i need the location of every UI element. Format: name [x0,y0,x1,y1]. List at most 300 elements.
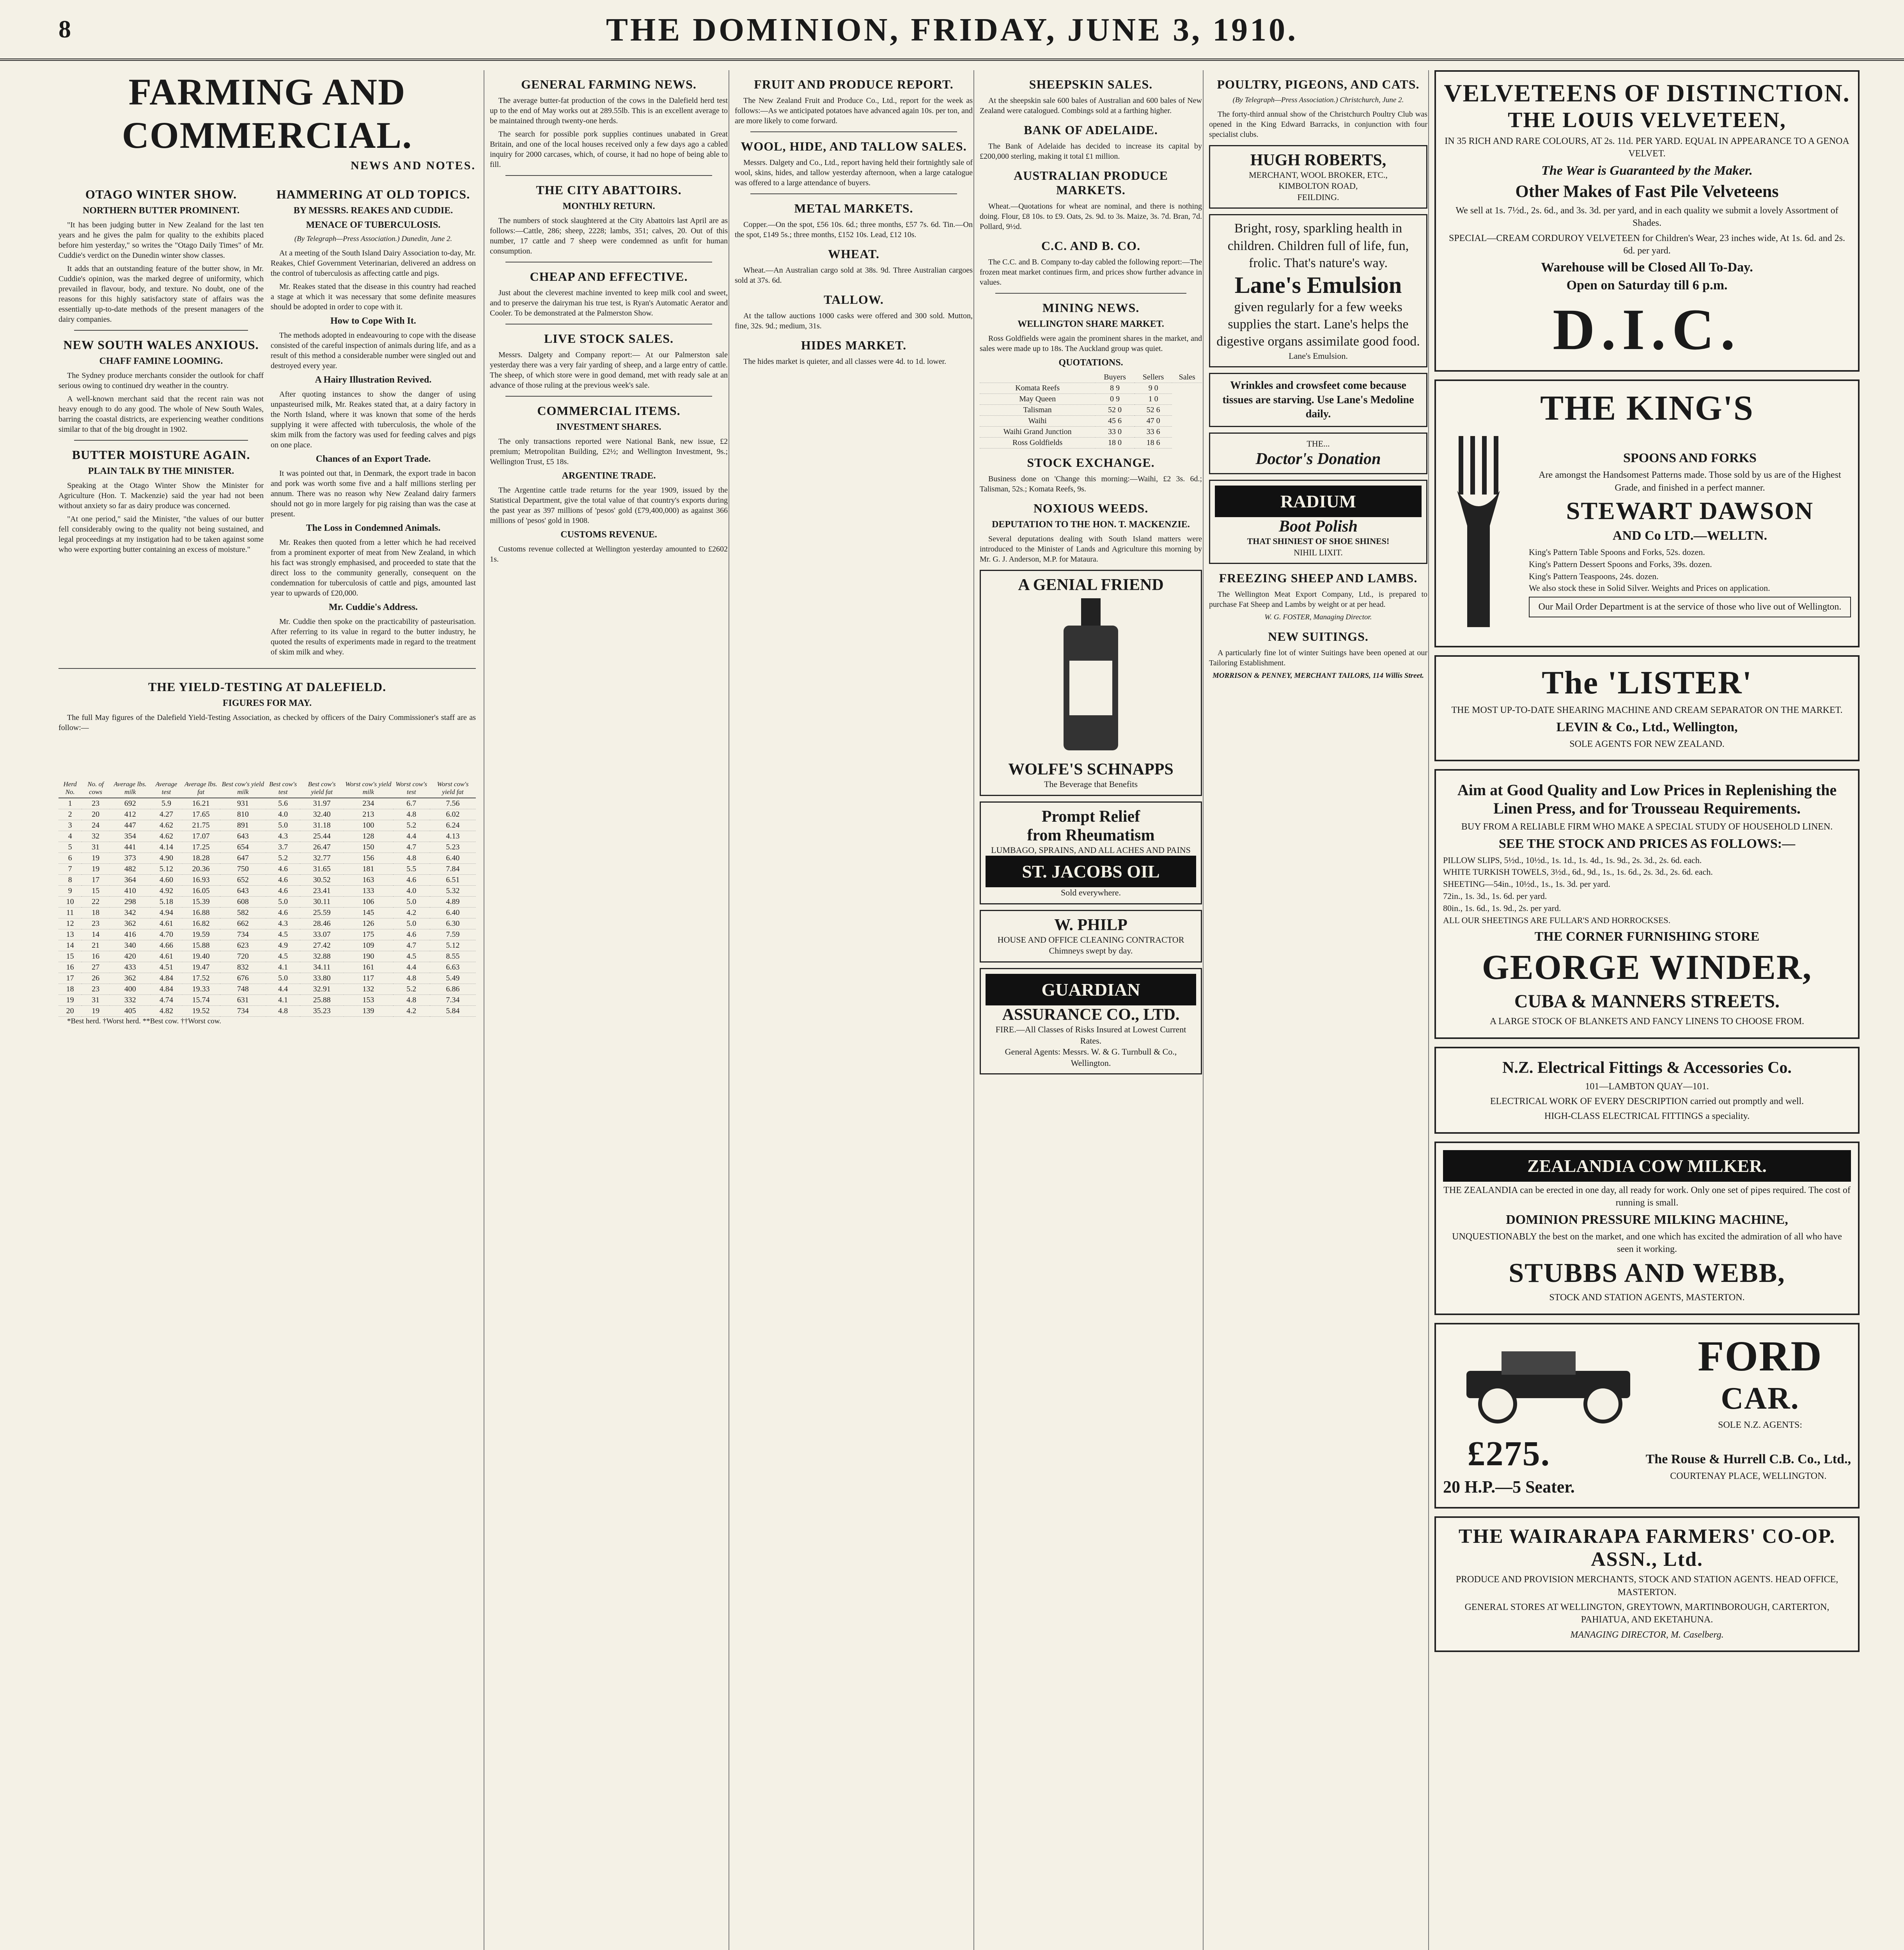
table-cell: 5.0 [393,918,430,929]
table-cell: 133 [344,885,393,896]
table-cell: 18 [59,984,82,994]
table-cell: 631 [220,994,266,1005]
table-row [59,842,476,853]
ford-agents: SOLE N.Z. AGENTS: [1718,1420,1802,1430]
tallow-para: At the tallow auctions 1000 casks were offered and 300 sold. Mutton, fine, 32s. 9d.; medium, 31s. [735,312,973,330]
table-cell: 15.88 [182,940,220,951]
table-cell: 354 [110,831,151,842]
yield-header-row [59,736,476,798]
morrison-sign: MORRISON & PENNEY, MERCHANT TAILORS, 114 Willis Street. [1213,671,1424,680]
table-cell: 139 [344,1005,393,1016]
stewart-dawson: STEWART DAWSON [1566,496,1814,525]
wheat-para: Wheat.—An Australian cargo sold at 38s. 9d. Three Australian cargoes sold at 37s. 6d. [735,266,973,285]
cheap-heading: CHEAP AND EFFECTIVE. [530,269,688,284]
sheepskin-para: At the sheepskin sale 600 bales of Australian and 600 bales of New Zealand were catalogued. Combings sold at a farthing higher. [980,96,1202,115]
dominion-milker-body: UNQUESTIONABLY the best on the market, and one which has excited the admiration of all who have seen it working. [1452,1231,1842,1255]
table-cell: Waihi [980,416,1095,427]
table-cell: 7.34 [430,994,476,1005]
table-cell: 4.94 [151,907,182,918]
ford-headline: FORD [1698,1332,1822,1380]
table-cell: 4.90 [151,853,182,863]
table-cell [980,372,1095,383]
section-title: FARMING AND COMMERCIAL. [122,71,413,156]
yield-column-header: Worst cow's yield fat [430,736,476,798]
livestock-para: Messrs. Dalgety and Company report:— At our Palmerston sale yesterday there was a very fair yarding of sheep, and a large entry of cattle. The sheep, of which store were in good demand, met with ready sale at an advance of those ruling at the previous week's sale. [490,351,728,390]
hugh-line2: MERCHANT, WOOL BROKER, ETC., [1249,170,1388,180]
table-cell: 24 [82,820,110,831]
table-cell: 23 [82,984,110,994]
table-cell: Ross Goldfields [980,438,1095,448]
table-cell: 4.70 [151,929,182,940]
livestock-heading: LIVE STOCK SALES. [544,332,674,346]
divider [750,131,957,132]
table-row [59,951,476,962]
lister-firm: LEVIN & Co., Ltd., Wellington, [1556,720,1738,734]
otago-subheading: NORTHERN BUTTER PROMINENT. [82,206,240,216]
radium-polish-ad [1209,480,1427,564]
nsw-para: A well-known merchant said that the recent rain was not heavy enough to do any good. The whole of New South Wales, barring the coastal districts, are experiencing weather conditions similar to that of the big drought in 1902. [59,395,264,434]
lane-line2: Lane's Emulsion [1234,272,1402,298]
table-cell: 4.4 [393,962,430,973]
divider [995,293,1186,294]
hugh-line1: HUGH ROBERTS, [1250,151,1386,169]
electrical-body2: HIGH-CLASS ELECTRICAL FITTINGS a speciality. [1544,1111,1750,1122]
wheat-heading: WHEAT. [828,247,879,261]
menace-heading: MENACE OF TUBERCULOSIS. [306,220,441,230]
butter-heading: BUTTER MOISTURE AGAIN. [72,448,250,462]
export-heading: Chances of an Export Trade. [316,454,431,464]
lane-line3: given regularly for a few weeks supplies the start. Lane's helps the digestive organs assimilate good food. [1216,300,1420,349]
divider [750,193,957,194]
velveteen-open: Open on Saturday till 6 p.m. [1566,278,1728,293]
otago-heading: OTAGO WINTER SHOW. [85,187,237,201]
table-cell: 32.40 [300,809,344,820]
table-cell: 720 [220,951,266,962]
metal-heading: METAL MARKETS. [794,201,913,215]
table-cell: 652 [220,874,266,885]
table-cell: 5.0 [393,896,430,907]
lister-ad [1434,655,1860,761]
farming-column [59,70,476,1950]
table-cell: 25.59 [300,907,344,918]
yield-column-header: Average test [151,736,182,798]
farming-subcol-right [271,180,476,660]
lister-body: THE MOST UP-TO-DATE SHEARING MACHINE AND CREAM SEPARATOR ON THE MARKET. [1451,705,1843,716]
table-cell: 18 [82,907,110,918]
wairarapa-body: PRODUCE AND PROVISION MERCHANTS, STOCK AND STATION AGENTS. HEAD OFFICE, MASTERTON. [1455,1574,1838,1597]
fork-icon [1443,432,1521,635]
table-cell: 4.82 [151,1005,182,1016]
page-number: 8 [59,15,71,43]
table-cell: 433 [110,962,151,973]
table-row [59,896,476,907]
table-cell: 400 [110,984,151,994]
table-row [980,416,1202,427]
general-para: The average butter-fat production of the cows in the Dalefield herd test up to the end of May works out at 289.55lb. This is an excellent average to be maintained through twenty-one herds. [490,96,728,125]
dateline: (By Telegraph—Press Association.) Dunedin, June 2. [294,235,452,243]
quotations-table [980,372,1202,448]
table-cell: 4.8 [393,809,430,820]
philp-line3: Chimneys swept by day. [1049,946,1133,956]
table-row [59,809,476,820]
jacobs-line5: Sold everywhere. [1061,888,1121,898]
table-cell: 106 [344,896,393,907]
table-cell: 21 [82,940,110,951]
table-cell: 5.0 [266,820,300,831]
zealandia-body: THE ZEALANDIA can be erected in one day, all ready for work. Only one set of pipes required. The cost of running is small. [1443,1185,1851,1208]
electrical-body: ELECTRICAL WORK OF EVERY DESCRIPTION carried out promptly and well. [1490,1096,1804,1107]
yield-intro: The full May figures of the Dalefield Yield-Testing Association, as checked by officers of the Dairy Commissioner's staff are as follow:— [59,713,476,732]
table-cell: 734 [220,1005,266,1016]
velveteen-other-body: We sell at 1s. 7½d., 2s. 6d., and 3s. 3d. per yard, and in each quality we submit a lovely Assortment of Shades. [1455,205,1838,229]
stock-heading: STOCK EXCHANGE. [1027,456,1155,470]
jacobs-line2: from Rheumatism [1027,826,1155,844]
table-cell: 18.28 [182,853,220,863]
table-cell: 5.6 [266,798,300,809]
table-cell: 6.40 [430,853,476,863]
winder-item: 72in., 1s. 3d., 1s. 6d. per yard. [1443,891,1547,901]
table-row [980,394,1202,405]
fruit-heading: FRUIT AND PRODUCE REPORT. [754,77,954,91]
farming-subcol-left [59,180,264,660]
table-cell: 33.07 [300,929,344,940]
table-cell: 931 [220,798,266,809]
condemned-heading: The Loss in Condemned Animals. [306,523,441,533]
table-cell: May Queen [980,394,1095,405]
table-cell: 4.6 [393,874,430,885]
table-cell: 5 [59,842,82,853]
export-para: It was pointed out that, in Denmark, the export trade in bacon and pork was worth some five and a half millions sterling per annum. There was no reason why New Zealand dairy farmers should not go in more largely for pig raising than was the case at present. [271,469,476,518]
guardian-line4: General Agents: Messrs. W. & G. Turnbull & Co., Wellington. [1005,1047,1177,1068]
table-row [980,427,1202,438]
general-heading: GENERAL FARMING NEWS. [521,77,697,91]
table-cell: 5.2 [393,820,430,831]
yield-column-header: Best cow's test [266,736,300,798]
table-row [59,994,476,1005]
table-cell: 748 [220,984,266,994]
table-cell: 5.2 [266,853,300,863]
table-cell: 19.47 [182,962,220,973]
ford-firm: The Rouse & Hurrell C.B. Co., Ltd., [1645,1452,1851,1466]
table-cell: 4.84 [151,984,182,994]
table-cell: 7.84 [430,863,476,874]
table-cell: 16.93 [182,874,220,885]
freezing-heading: FREEZING SHEEP AND LAMBS. [1219,571,1418,585]
table-cell: 4.6 [266,863,300,874]
doctor-line1: THE... [1307,439,1330,449]
table-cell: 156 [344,853,393,863]
adelaide-para: The Bank of Adelaide has decided to increase its capital by £200,000 sterling, making it total £1 million. [980,142,1202,161]
table-cell: 25.88 [300,994,344,1005]
hugh-line4: FEILDING. [1297,192,1339,202]
table-cell: 647 [220,853,266,863]
table-row [59,798,476,809]
dominion-milker-headline: DOMINION PRESSURE MILKING MACHINE, [1506,1212,1788,1227]
table-cell: 16.05 [182,885,220,896]
table-cell: 52 6 [1135,405,1172,416]
section-subtitle: NEWS AND NOTES. [351,159,476,172]
table-cell: 5.84 [430,1005,476,1016]
philp-line2: HOUSE AND OFFICE CLEANING CONTRACTOR [997,934,1184,945]
table-cell: 19.33 [182,984,220,994]
table-cell: 30.11 [300,896,344,907]
poultry-column [1203,70,1427,1950]
table-cell: 20 [82,809,110,820]
table-cell: 4 [59,831,82,842]
yield-column-header: Worst cow's test [393,736,430,798]
philp-ad [980,910,1202,963]
table-cell: 11 [59,907,82,918]
electrical-ad [1434,1047,1860,1134]
winder-item: 80in., 1s. 6d., 1s. 9d., 2s. per yard. [1443,903,1561,913]
table-row [980,438,1202,448]
table-cell: 32.91 [300,984,344,994]
radium-line4: NIHIL LIXIT. [1294,547,1343,557]
table-cell: Buyers [1095,372,1134,383]
table-cell: 4.61 [151,918,182,929]
table-cell: 175 [344,929,393,940]
table-cell: 891 [220,820,266,831]
table-cell: 22 [82,896,110,907]
bottle-icon [1040,594,1142,758]
winder-item: PILLOW SLIPS, 5½d., 10½d., 1s. 1d., 1s. 4d., 1s. 9d., 2s. 3d., 2s. 6d. each. [1443,855,1702,865]
yield-heading: THE YIELD-TESTING AT DALEFIELD. [148,679,386,694]
investment-para: The only transactions reported were National Bank, new issue, £2 premium; Metropolitan Building, £2½; and Wellington Investment, 9s.; Wellington Trust, £5 18s. [490,437,728,466]
table-cell: 34.11 [300,962,344,973]
table-cell: 4.6 [266,885,300,896]
table-cell: 4.5 [393,951,430,962]
table-cell: 4.92 [151,885,182,896]
table-cell: 47 0 [1135,416,1172,427]
hammering-subheading: BY MESSRS. REAKES AND CUDDIE. [293,206,453,216]
table-cell: 14 [59,940,82,951]
investment-heading: INVESTMENT SHARES. [556,422,661,432]
stock-para: Business done on 'Change this morning:—Waihi, £2 3s. 6d.; Talisman, 52s.; Komata Reefs, 9s. [980,475,1202,493]
kings-price: King's Pattern Dessert Spoons and Forks, 39s. dozen. [1529,559,1712,569]
jacobs-line1: Prompt Relief [1041,807,1140,826]
customs-para: Customs revenue collected at Wellington yesterday amounted to £2602 1s. [490,545,728,564]
velveteen-special: SPECIAL—CREAM CORDUROY VELVETEEN for Children's Wear, 23 inches wide, At 1s. 6d. and 2s. 6d. per yard. [1448,233,1845,256]
table-cell: 4.8 [393,853,430,863]
table-cell: 4.0 [266,809,300,820]
schnapps-line1: A GENIAL FRIEND [1018,576,1164,594]
kings-price: King's Pattern Teaspoons, 24s. dozen. [1529,571,1659,581]
table-cell: 4.89 [430,896,476,907]
yield-body [59,798,476,1017]
table-cell: 643 [220,831,266,842]
table-cell: 8 9 [1095,383,1134,394]
table-cell: 27 [82,962,110,973]
yield-figures: FIGURES FOR MAY. [222,698,312,708]
radium-line1: RADIUM [1215,486,1422,517]
poultry-para: The forty-third annual show of the Christchurch Poultry Club was opened in the King Edward Barracks, in conjunction with four specialist clubs. [1209,110,1427,139]
table-cell: 28.46 [300,918,344,929]
lister-headline: The 'LISTER' [1542,665,1752,701]
argentine-heading: ARGENTINE TRADE. [562,471,656,481]
wairarapa-headline: THE WAIRARAPA FARMERS' CO-OP. ASSN., Ltd. [1458,1525,1836,1571]
velveteen-ad [1434,70,1860,372]
table-cell: 1 [59,798,82,809]
table-cell: 15.39 [182,896,220,907]
ford-price: £275. [1467,1434,1551,1473]
story-para: After quoting instances to show the danger of using unpasteurised milk, Mr. Reakes stated that, at a dairy factory in the North Island, where it was known that some of the herds supplying it were affected with tuberculosis, the whole of the skim milk from the factory was used for feeding calves and pigs on one place. [271,390,476,449]
table-cell: 20 [59,1005,82,1016]
table-cell: 190 [344,951,393,962]
george-winder-ad [1434,769,1860,1039]
fruit-para: The New Zealand Fruit and Produce Co., Ltd., report for the week as follows:—As we anticipated potatoes have advanced again 10s. per ton, and are more likely to come forward. [735,96,973,125]
table-cell: 17.65 [182,809,220,820]
abattoirs-subheading: MONTHLY RETURN. [562,201,655,211]
hammering-para: At a meeting of the South Island Dairy Association to-day, Mr. Reakes, Chief Government Veterinarian, delivered an address on the control of tuberculosis as affecting cattle and pigs. [271,248,476,278]
sheepskin-heading: SHEEPSKIN SALES. [1029,77,1153,91]
table-cell: 4.3 [266,918,300,929]
table-cell: 4.6 [266,907,300,918]
quotations-body [980,372,1202,448]
electrical-headline: N.Z. Electrical Fittings & Accessories Co. [1502,1058,1792,1077]
table-cell: Sellers [1135,372,1172,383]
nsw-heading: NEW SOUTH WALES ANXIOUS. [63,338,259,352]
otago-para: "It has been judging butter in New Zealand for the last ten years and he gives the palm for quality to the exhibits placed before him yesterday," so writes the "Otago Daily Times" of Mr. Cuddie's verdict on the Dunedin winter show classes. [59,221,264,260]
table-cell: 676 [220,973,266,984]
table-cell: 17.25 [182,842,220,853]
winder-firm: GEORGE WINDER, [1482,948,1812,987]
yield-column-header: Worst cow's yield milk [344,736,393,798]
table-cell: 19.59 [182,929,220,940]
kings-price: King's Pattern Table Spoons and Forks, 52s. dozen. [1529,547,1705,557]
velveteen-other: Other Makes of Fast Pile Velveteens [1515,181,1779,201]
divider [505,175,712,176]
schnapps-line2: WOLFE'S SCHNAPPS [1008,760,1174,778]
butter-para: "At one period," said the Minister, "the values of our butter fell considerably owing to the quality not being sustained, and legal proceedings at my instigation had to be taken against some who were exporting butter containing an excess of moisture." [59,515,264,554]
quotations-heading: QUOTATIONS. [1058,358,1123,368]
table-row [59,973,476,984]
ford-addr: COURTENAY PLACE, WELLINGTON. [1670,1471,1827,1481]
table-cell: 4.5 [266,951,300,962]
table-cell: 4.27 [151,809,182,820]
table-cell: 332 [110,994,151,1005]
otago-para: It adds that an outstanding feature of the butter show, in Mr. Cuddie's opinion, was the marked degree of uniformity, which prevailed in flavour, body, and texture. No doubt, one of the reasons for this highly satisfactory state of affairs was the essentially up-to-date methods of the present managers of the dairy companies. [59,264,264,324]
cope-para: The methods adopted in endeavouring to cope with the disease consisted of the careful inspection of animals during life, and as a result of this method a considerable number were singled out and destroyed every year. [271,331,476,370]
table-cell: 4.6 [393,929,430,940]
wairarapa-body2: GENERAL STORES AT WELLINGTON, GREYTOWN, MARTINBOROUGH, CARTERTON, PAHIATUA, AND EKETAHUNA. [1464,1602,1830,1625]
tallow-heading: TALLOW. [824,292,884,307]
table-cell: 23.41 [300,885,344,896]
philp-line1: W. PHILP [1054,916,1128,934]
table-row [980,372,1202,383]
table-cell: 21.75 [182,820,220,831]
divider [505,396,712,397]
produce-markets-para: Wheat.—Quotations for wheat are nominal, and there is nothing doing. Flour, £8 10s. to £9. Oats, 2s. 9d. to 3s. Maize, 3s. 7d. Bran, 7d. Pollard, 9½d. [980,202,1202,231]
table-cell: 128 [344,831,393,842]
table-cell: 4.3 [266,831,300,842]
table-cell: 405 [110,1005,151,1016]
cuddie-heading: Mr. Cuddie's Address. [328,602,418,612]
noxious-subheading: DEPUTATION TO THE HON. T. MACKENZIE. [992,519,1190,530]
table-cell: 16.21 [182,798,220,809]
table-cell: 6.86 [430,984,476,994]
winder-dept: THE CORNER FURNISHING STORE [1534,929,1760,944]
table-cell: 5.32 [430,885,476,896]
table-cell: 6.7 [393,798,430,809]
table-cell: 8.55 [430,951,476,962]
table-cell: 5.0 [266,973,300,984]
winder-list-title: SEE THE STOCK AND PRICES AS FOLLOWS:— [1498,836,1796,851]
table-row [59,984,476,994]
mining-subheading: WELLINGTON SHARE MARKET. [1018,319,1164,329]
table-cell: 662 [220,918,266,929]
table-cell: 364 [110,874,151,885]
kings-spoons-ad [1434,379,1860,647]
table-cell: 16 [59,962,82,973]
poultry-dateline: (By Telegraph—Press Association.) Christchurch, June 2. [1232,96,1404,104]
table-cell: 163 [344,874,393,885]
table-cell: 31.65 [300,863,344,874]
suitings-para: A particularly fine lot of winter Suitings have been opened at our Tailoring Establishment. [1209,648,1427,667]
table-cell: 4.14 [151,842,182,853]
table-cell: 17 [82,874,110,885]
butter-subheading: PLAIN TALK BY THE MINISTER. [88,466,234,476]
table-cell: 6 [59,853,82,863]
table-cell: 17 [59,973,82,984]
noxious-para: Several deputations dealing with South Island matters were introduced to the Minister of Lands and Agriculture this morning by Mr. G. J. Anderson, M.P. for Mataura. [980,535,1202,564]
stewart-dawson-sub: AND Co LTD.—WELLTN. [1612,528,1767,543]
table-cell: 45 6 [1095,416,1134,427]
masthead [0,0,1904,61]
table-row [59,962,476,973]
yield-table [59,736,476,1017]
abattoirs-para: The numbers of stock slaughtered at the City Abattoirs last April are as follows:—Cattle, 286; sheep, 2228; lambs, 351; calves, 20. Out of this number, 17 cattle and 7 sheep were condemned as unfit for human consumption. [490,216,728,255]
advertisement-column [1428,70,1860,1950]
table-cell: 2 [59,809,82,820]
table-cell: 6.02 [430,809,476,820]
mining-heading: MINING NEWS. [1042,301,1140,315]
table-cell: 654 [220,842,266,853]
table-cell: 9 [59,885,82,896]
guardian-line3: FIRE.—All Classes of Risks Insured at Lowest Current Rates. [995,1024,1186,1046]
table-cell: 23 [82,918,110,929]
condemned-para: Mr. Reakes then quoted from a letter which he had received from a prominent exporter of meat from New Zealand, in which his fact was strongly emphasised, and proceeded to state that the direct loss to the community generally, consequent on the condemnation for tuberculosis of cattle and pigs, amounted last year to upwards of £20,000. [271,538,476,597]
table-row [59,907,476,918]
table-cell: 4.66 [151,940,182,951]
table-cell: 4.51 [151,962,182,973]
table-cell: 750 [220,863,266,874]
table-cell: 161 [344,962,393,973]
lister-firm-sub: SOLE AGENTS FOR NEW ZEALAND. [1569,739,1725,749]
table-cell: 5.23 [430,842,476,853]
yield-column-header: Herd No. [59,736,82,798]
table-cell: 4.8 [266,1005,300,1016]
table-cell: 441 [110,842,151,853]
table-cell: 16 [82,951,110,962]
table-cell: 5.12 [151,863,182,874]
table-cell: 52 0 [1095,405,1134,416]
car-icon [1443,1336,1661,1429]
guardian-ad [980,968,1202,1074]
produce-markets-heading: AUSTRALIAN PRODUCE MARKETS. [1014,168,1168,197]
table-cell: 6.24 [430,820,476,831]
table-cell: Talisman [980,405,1095,416]
table-cell: 4.5 [266,929,300,940]
table-cell: 4.62 [151,820,182,831]
winder-item: WHITE TURKISH TOWELS, 3½d., 6d., 9d., 1s., 1s. 6d., 2s. 3d., 2s. 6d. each. [1443,867,1713,877]
metal-para: Copper.—On the spot, £56 10s. 6d.; three months, £57 7s. 6d. Tin.—On the spot, £149 5s.; three months, £152 10s. Lead, £12 10s. [735,220,973,239]
table-cell: 4.1 [266,962,300,973]
table-cell: 5.49 [430,973,476,984]
abattoirs-heading: THE CITY ABATTOIRS. [536,183,682,197]
table-cell: 482 [110,863,151,874]
masthead-title: THE DOMINION, FRIDAY, JUNE 3, 1910. [606,12,1298,48]
table-cell: 213 [344,809,393,820]
